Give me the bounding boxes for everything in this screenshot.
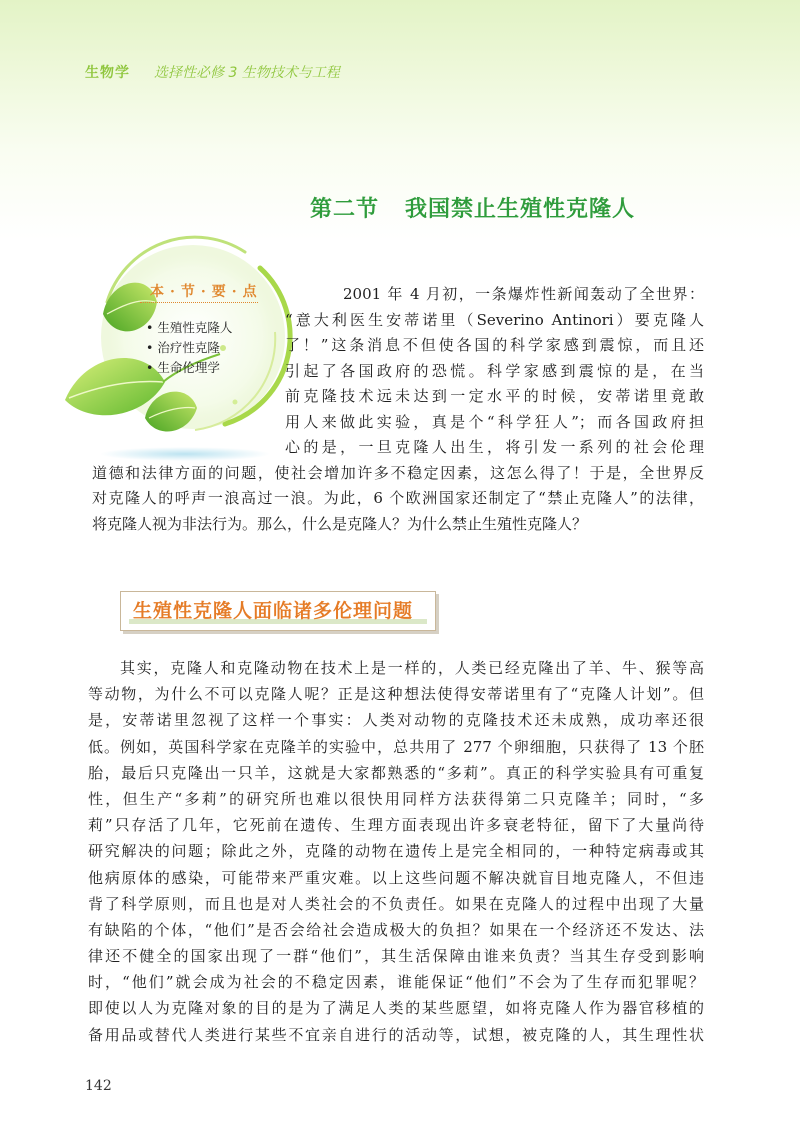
key-point-item: • 生命伦理学 (146, 358, 232, 378)
intro-paragraph (92, 282, 704, 537)
section-heading: 生殖性克隆人面临诸多伦理问题 (133, 600, 414, 622)
body-line: 其实，克隆人和克隆动物在技术上是一样的，人类已经克隆出了羊、牛、猴等高 (120, 659, 704, 677)
key-point-item: • 治疗性克隆 (146, 338, 232, 358)
intro-line: 2001 年 4 月初，一条爆炸性新闻轰动了全世界： (343, 285, 704, 303)
body-paragraph (88, 655, 704, 1048)
body-line: 是，安蒂诺里忽视了这样一个事实：人类对动物的克隆技术还未成熟，成功率还很 (88, 711, 704, 730)
body-line: 备用品或替代人类进行某些不宜亲自进行的活动等，试想，被克隆的人，其生理性状 (88, 1025, 704, 1044)
intro-line: 用人来做此实验，真是个“科学狂人”；而各国政府担 (285, 412, 704, 431)
intro-line: 对克隆人的呼声一浪高过一浪。为此，6 个欧洲国家还制定了“禁止克隆人”的法律， (92, 489, 704, 507)
body-line: 即使以人为克隆对象的目的是为了满足人类的某些愿望，如将克隆人作为器官移植的 (88, 999, 704, 1018)
intro-line: 了！”这条消息不但使各国的科学家感到震惊，而且还 (285, 336, 704, 354)
intro-line: 将克隆人视为非法行为。那么，什么是克隆人？为什么禁止生殖性克隆人？ (92, 514, 588, 533)
key-point-item: • 生殖性克隆人 (146, 318, 232, 338)
body-line: 背了科学原则，而且也是对人类社会的不负责任。如果在克隆人的过程中出现了大量 (88, 894, 704, 913)
volume-title: 选择性必修 3 生物技术与工程 (154, 65, 340, 81)
body-line: 时，“他们”就会成为社会的不稳定因素，谁能保证“他们”不会为了生存而犯罪呢？ (88, 973, 704, 992)
body-line: 研究解决的问题；除此之外，克隆的动物在遗传上是完全相同的，一种特定病毒或其 (88, 842, 704, 861)
page-number: 142 (85, 1078, 112, 1094)
body-line: 律还不健全的国家出现了一群“他们”，其生活保障由谁来负责？当其生存受到影响 (88, 947, 704, 966)
body-line: 等动物，为什么不可以克隆人呢？正是这种想法使得安蒂诺里有了“克隆人计划”。但 (88, 685, 704, 704)
body-line: 有缺陷的个体，“他们”是否会给社会造成极大的负担？如果在一个经济还不发达、法 (88, 920, 704, 939)
body-line: 性，但生产“多莉”的研究所也难以很快用同样方法获得第二只克隆羊；同时，“多 (88, 789, 704, 808)
section-heading-box (120, 591, 436, 631)
section-title: 第二节 我国禁止生殖性克隆人 (310, 196, 635, 222)
intro-line: “意大利医生安蒂诺里（Severino Antinori）要克隆人 (285, 310, 704, 329)
running-header (85, 60, 340, 84)
intro-line: 道德和法律方面的问题，使社会增加许多不稳定因素，这怎么得了！于是，全世界反 (92, 463, 704, 482)
intro-line: 引起了各国政府的恐慌。科学家感到震惊的是，在当 (285, 361, 704, 380)
body-line: 他病原体的感染，可能带来严重灾难。以上这些问题不解决就盲目地克隆人，不但违 (88, 868, 704, 887)
book-title: 生物学 (85, 65, 130, 81)
intro-line: 心的是，一旦克隆人出生，将引发一系列的社会伦理 (285, 438, 704, 456)
intro-line: 前克隆技术远未达到一定水平的时候，安蒂诺里竟敢 (285, 387, 704, 405)
body-line: 低。例如，英国科学家在克隆羊的实验中，总共用了 277 个卵细胞，只获得了 13 个胚 (88, 737, 704, 756)
body-line: 莉”只存活了几年，它死前在遗传、生理方面表现出许多衰老特征，留下了大量尚待 (88, 816, 704, 835)
key-points-title: 本·节·要·点 (150, 284, 263, 300)
body-line: 胎，最后只克隆出一只羊，这就是大家都熟悉的“多莉”。真正的科学实验具有可重复 (88, 763, 704, 782)
